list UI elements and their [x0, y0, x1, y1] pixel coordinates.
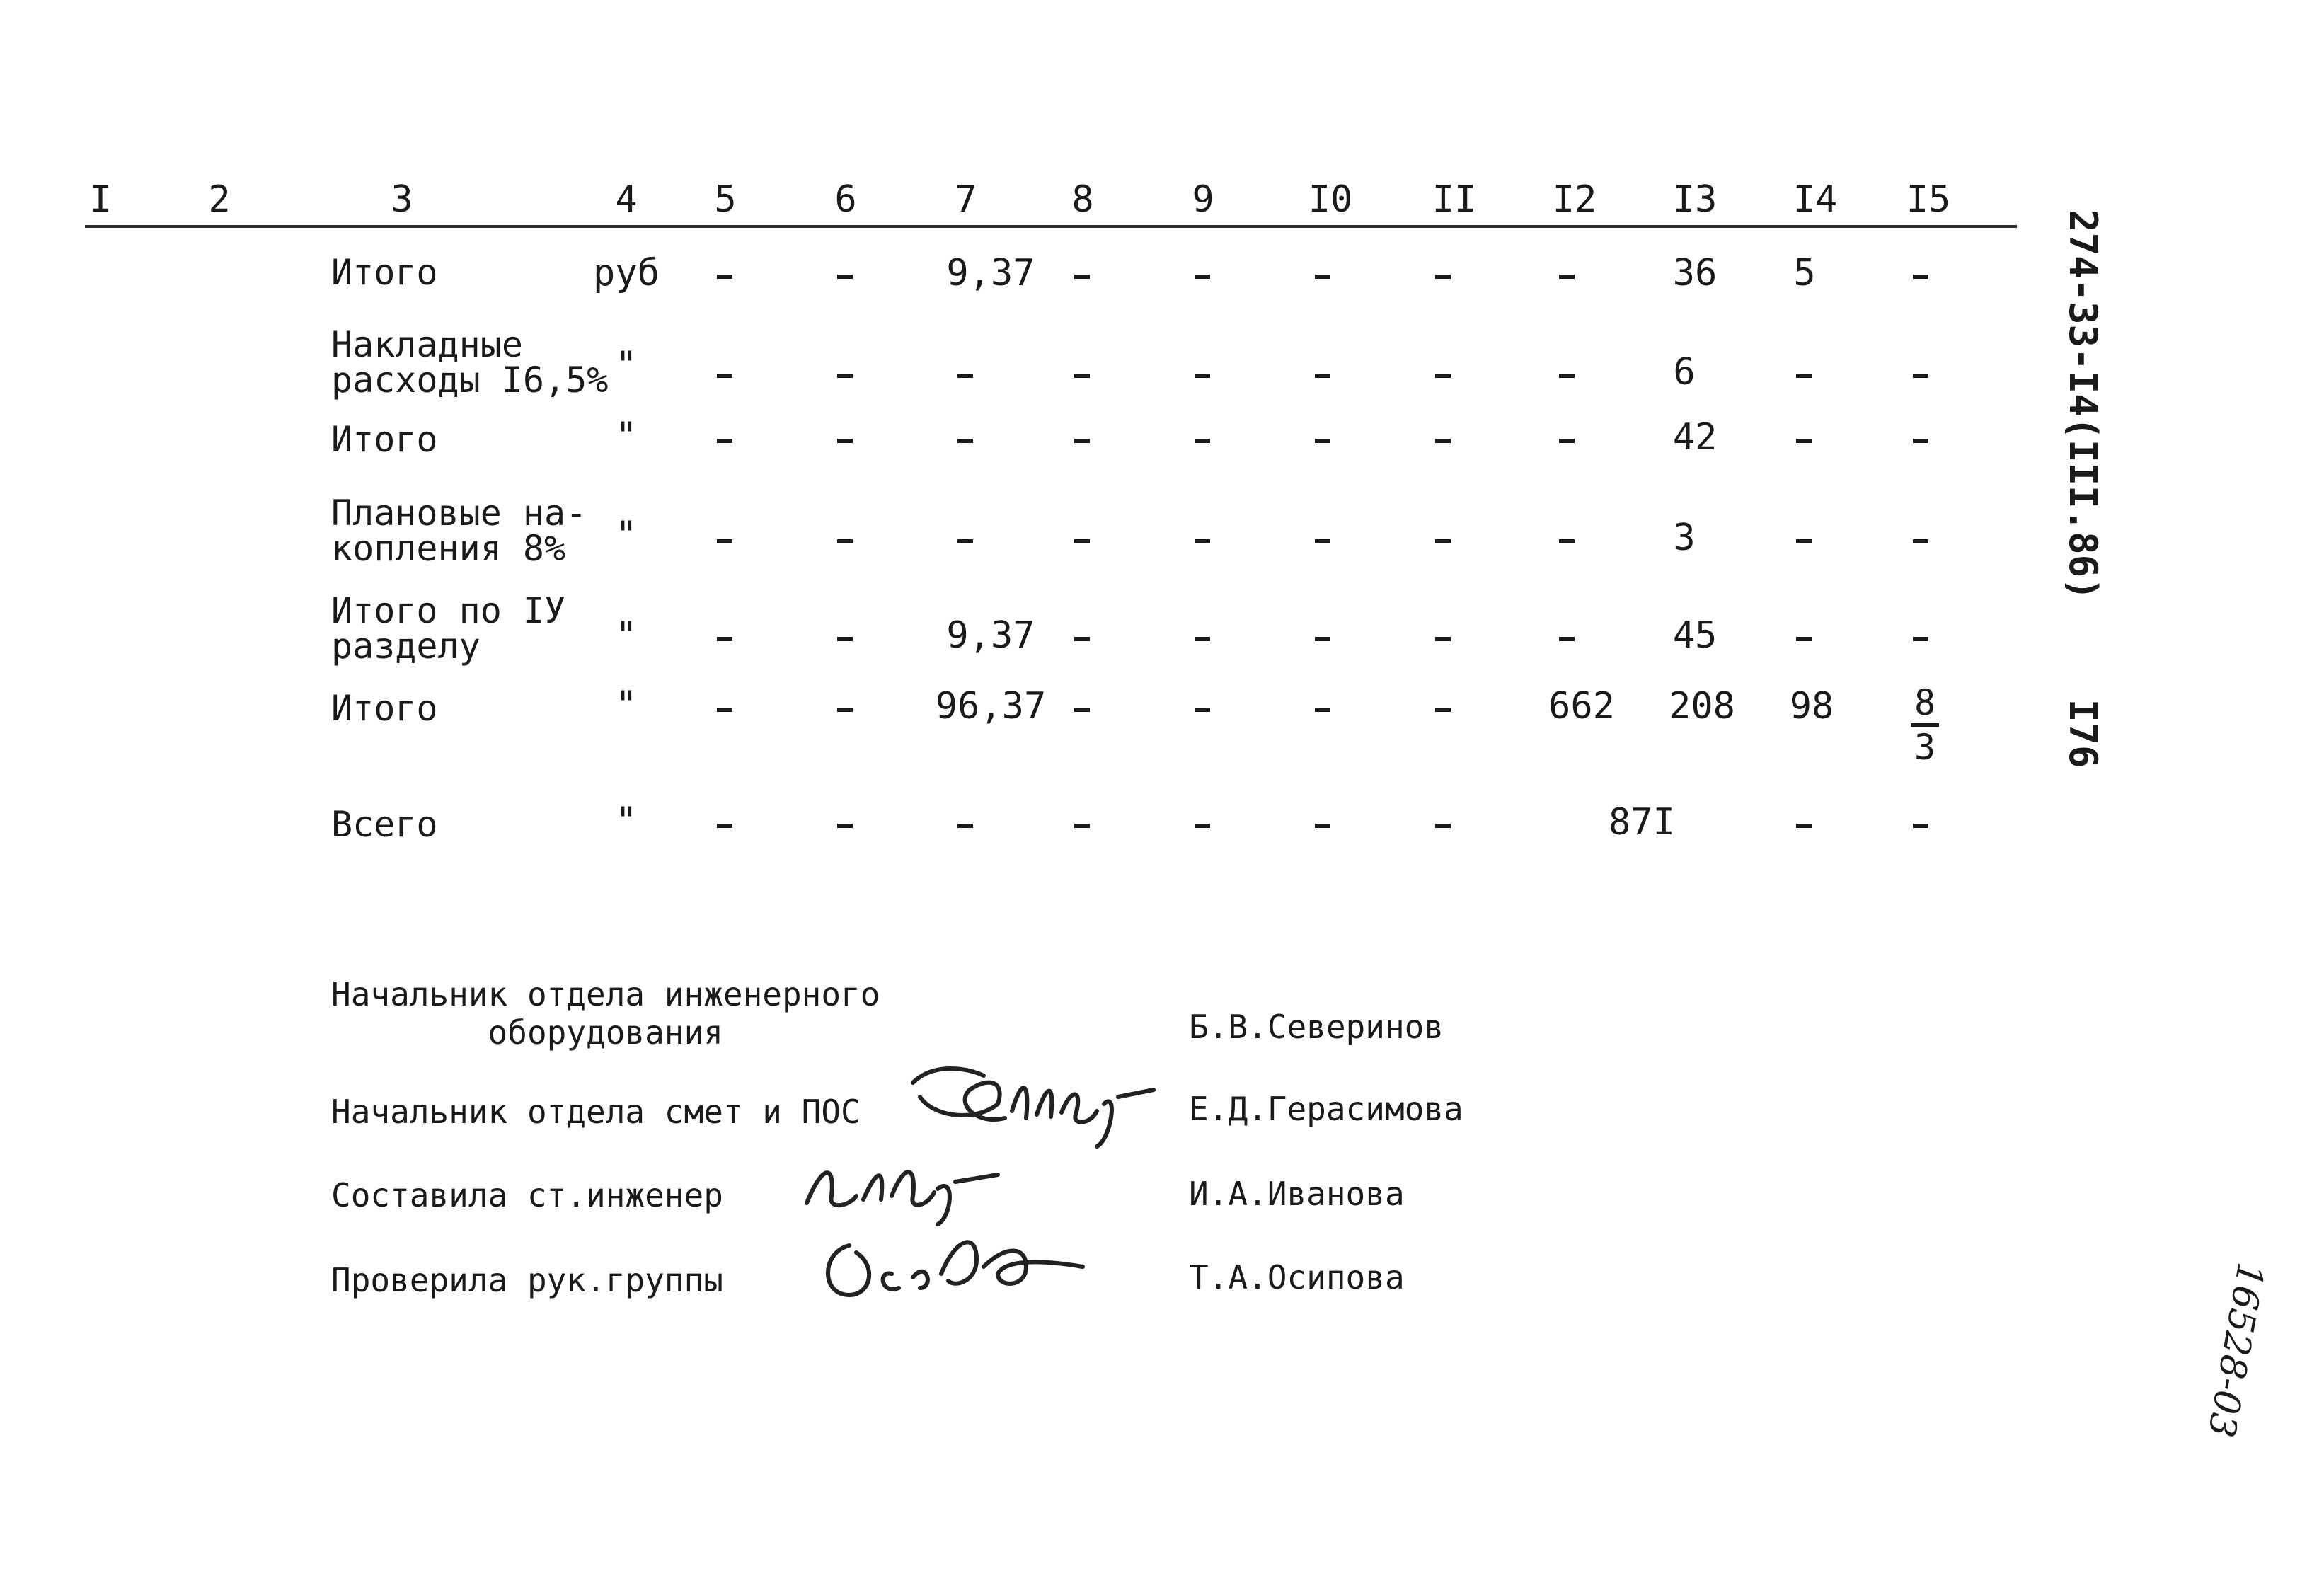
col-header-6: 6: [834, 178, 857, 221]
cell-col13: 36: [1672, 252, 1718, 294]
col-header-9: 9: [1192, 178, 1214, 221]
dash: [717, 708, 732, 712]
dash: [1796, 439, 1812, 443]
dash: [1435, 374, 1451, 378]
dash: [1913, 275, 1928, 279]
dash: [1315, 374, 1330, 378]
dash: [1074, 539, 1090, 543]
col-header-14: I4: [1793, 178, 1838, 221]
row-label: Итого: [331, 252, 438, 293]
dash: [1559, 275, 1575, 279]
dash: [1913, 637, 1928, 641]
dash: [1796, 374, 1812, 378]
dash: [1796, 539, 1812, 543]
dash: [1435, 439, 1451, 443]
document-code: 274-33-I4(III.86): [2061, 209, 2105, 601]
dash: [717, 374, 732, 378]
dash: [1074, 374, 1090, 378]
dash: [1074, 439, 1090, 443]
dash: [1435, 637, 1451, 641]
col-header-8: 8: [1071, 178, 1094, 221]
dash: [717, 439, 732, 443]
row-unit: ": [615, 514, 638, 556]
row-label: Итого по IУ разделу: [331, 590, 566, 667]
dash: [1195, 275, 1210, 279]
archive-number: 16528-03: [2199, 1259, 2272, 1441]
row-unit: ": [615, 614, 638, 657]
dash: [1435, 708, 1451, 712]
signature-name: И.А.Иванова: [1189, 1175, 1405, 1213]
dash: [957, 824, 973, 828]
dash: [1559, 439, 1575, 443]
cell-col14: 98: [1789, 685, 1834, 727]
cell-col12: 662: [1548, 685, 1615, 727]
signature-role: Начальник отдела смет и ПОС: [331, 1093, 861, 1131]
dash: [717, 275, 732, 279]
dash: [1913, 439, 1928, 443]
dash: [1074, 637, 1090, 641]
signature-role: Проверила рук.группы: [331, 1261, 723, 1299]
dash: [1559, 539, 1575, 543]
cell-col13: 3: [1673, 517, 1696, 559]
cell-col7: 9,37: [946, 252, 1035, 294]
cell-col13: 45: [1672, 614, 1718, 657]
dash: [1796, 637, 1812, 641]
header-underline: [85, 225, 2017, 228]
dash: [837, 439, 853, 443]
dash: [1315, 539, 1330, 543]
col-header-11: II: [1432, 178, 1477, 221]
handwritten-signature-1: [892, 1054, 1175, 1153]
dash: [837, 374, 853, 378]
dash: [1559, 637, 1575, 641]
dash: [717, 637, 732, 641]
dash: [957, 539, 973, 543]
col-header-1: I: [89, 178, 112, 221]
cell-col7: 9,37: [946, 614, 1035, 657]
signature-role: Составила ст.инженер: [331, 1176, 723, 1214]
dash: [1913, 539, 1928, 543]
signature-name: Т.А.Осипова: [1189, 1258, 1405, 1296]
row-unit: ": [615, 344, 638, 386]
signature-role: Начальник отдела инженерного оборудования: [331, 975, 880, 1052]
row-unit: руб: [593, 252, 660, 294]
cell-col7: 96,37: [935, 685, 1047, 727]
dash: [1315, 824, 1330, 828]
dash: [1074, 824, 1090, 828]
handwritten-signature-3: [814, 1217, 1111, 1309]
col-header-10: I0: [1308, 178, 1353, 221]
dash: [717, 539, 732, 543]
dash: [1435, 824, 1451, 828]
dash: [1315, 708, 1330, 712]
dash: [1913, 824, 1928, 828]
dash: [1435, 275, 1451, 279]
dash: [1195, 824, 1210, 828]
row-label: Плановые на- копления 8%: [331, 493, 587, 569]
col-header-5: 5: [714, 178, 737, 221]
cell-col13: 42: [1672, 416, 1718, 459]
dash: [1315, 275, 1330, 279]
dash: [1559, 374, 1575, 378]
col-header-3: 3: [391, 178, 413, 221]
row-label: Всего: [331, 804, 438, 845]
fraction-denominator: 3: [1914, 727, 1936, 768]
dash: [1195, 708, 1210, 712]
dash: [1195, 637, 1210, 641]
dash: [1435, 539, 1451, 543]
dash: [837, 708, 853, 712]
fraction-numerator: 8: [1914, 682, 1936, 723]
dash: [1315, 637, 1330, 641]
cell-col14: 5: [1793, 252, 1816, 294]
cell-col13: 6: [1673, 351, 1696, 393]
fraction-col15: [1904, 682, 1946, 768]
dash: [1195, 439, 1210, 443]
dash: [1315, 439, 1330, 443]
dash: [1195, 539, 1210, 543]
col-header-13: I3: [1672, 178, 1718, 221]
row-unit: ": [615, 800, 638, 842]
dash: [1195, 374, 1210, 378]
col-header-4: 4: [615, 178, 638, 221]
dash: [837, 637, 853, 641]
row-label: Итого: [331, 419, 438, 460]
col-header-15: I5: [1906, 178, 1951, 221]
dash: [837, 824, 853, 828]
dash: [837, 539, 853, 543]
dash: [1796, 824, 1812, 828]
dash: [1074, 275, 1090, 279]
row-unit: ": [615, 415, 638, 457]
dash: [957, 374, 973, 378]
row-label: Итого: [331, 688, 438, 729]
cell-col13: 208: [1669, 685, 1735, 727]
col-header-7: 7: [955, 178, 977, 221]
signature-name: Е.Д.Герасимова: [1189, 1090, 1463, 1128]
dash: [837, 275, 853, 279]
dash: [1913, 374, 1928, 378]
col-header-12: I2: [1552, 178, 1597, 221]
row-unit: ": [615, 684, 638, 726]
page-number: I76: [2061, 699, 2105, 769]
cell-col12-13-total: 87I: [1609, 801, 1675, 844]
row-label: Накладные расходы I6,5%: [331, 324, 609, 401]
dash: [957, 439, 973, 443]
col-header-2: 2: [208, 178, 231, 221]
dash: [717, 824, 732, 828]
signature-name: Б.В.Северинов: [1189, 1008, 1444, 1046]
dash: [1074, 708, 1090, 712]
